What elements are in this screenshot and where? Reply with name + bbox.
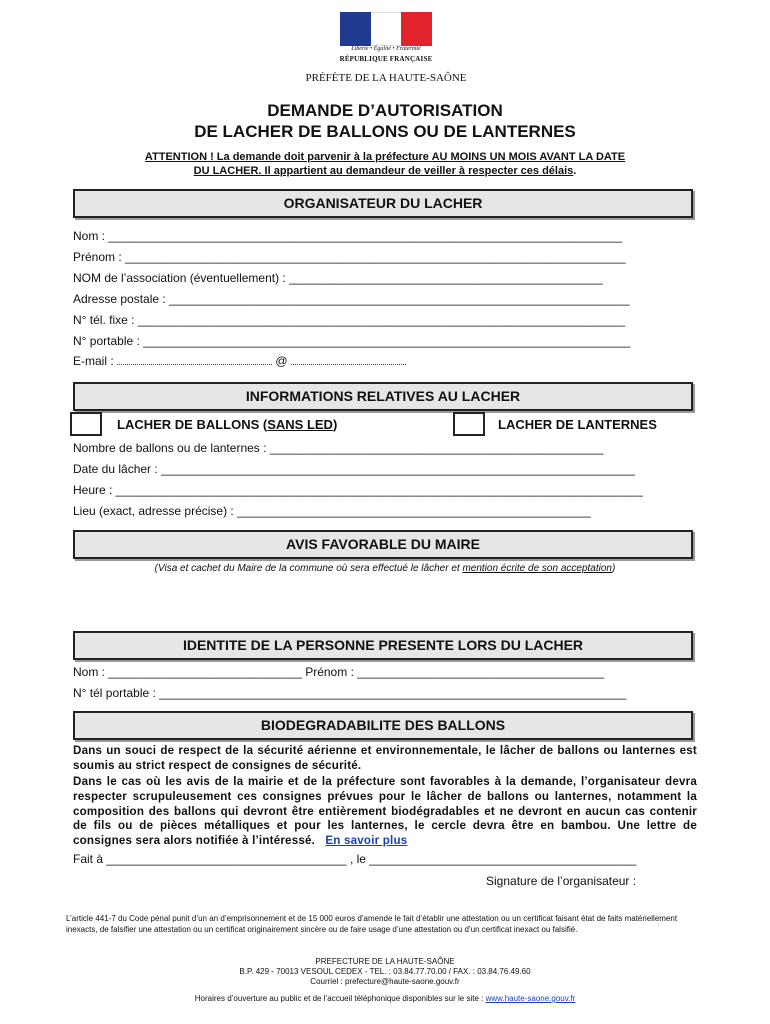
bio-paragraph-1: Dans un souci de respect de la sécurité aérienne et environnementale, le lâcher de ballons ou lanternes est soumis au strict respect de consignes de sécurité. bbox=[73, 744, 697, 772]
field-fait-a[interactable]: Fait à ____________________________________ , le ________________________________________ bbox=[73, 852, 637, 866]
bio-paragraph-2: Dans le cas où les avis de la mairie et de la préfecture sont favorables à la demande, l’organisateur devra respecter scrupuleusement ces consignes prévues pour le lâcher de ballons ou lanternes, notamment la composition des ballons qui devront être entièrement biodégradables et ne devront en aucun cas contenir de fils ou de pièces métalliques et pour les lanternes, le cercle devra être en bambou. Une lettre de consignes sera alors notifiée à l’intéressé. En savoir plus bbox=[73, 775, 697, 848]
email-label: E-mail : bbox=[73, 354, 114, 368]
legal-notice: L’article 441-7 du Code pénal punit d’un an d’emprisonnement et de 15 000 euros d’amende le fait d’établir une attestation ou un certificat faisant état de faits matériellement inexacts, de falsifier une attestation ou un certificat originairement sincère ou de faire usage d’une attestation ou d’un certificat inexact ou falsifié. bbox=[66, 914, 678, 934]
footer-address-1: PREFECTURE DE LA HAUTE-SAÔNE bbox=[315, 957, 455, 966]
email-user-blank[interactable] bbox=[117, 364, 272, 365]
footer-address-2: B.P. 429 - 70013 VESOUL CEDEX - TEL. : 03.84.77.70.00 / FAX. : 03.84.76.49.60 bbox=[239, 967, 531, 976]
attention-end: . bbox=[573, 165, 577, 177]
field-nom[interactable]: Nom : _____________________________________________________________________________ bbox=[73, 229, 623, 243]
field-nombre[interactable]: Nombre de ballons ou de lanternes : __________________________________________________ bbox=[73, 441, 604, 455]
document-title-line2: DE LACHER DE BALLONS OU DE LANTERNES bbox=[194, 122, 576, 141]
section-maire-heading: AVIS FAVORABLE DU MAIRE bbox=[73, 530, 693, 559]
field-lieu[interactable]: Lieu (exact, adresse précise) : _____________________________________________________ bbox=[73, 504, 591, 518]
section-informations-heading: INFORMATIONS RELATIVES AU LACHER bbox=[73, 382, 693, 411]
footer-address-3: Courriel : prefecture@haute-saone.gouv.fr bbox=[310, 977, 460, 986]
field-association[interactable]: NOM de l’association (éventuellement) : _______________________________________________ bbox=[73, 271, 603, 285]
attention-line2: DU LACHER. Il appartient au demandeur de veiller à respecter ces délais bbox=[193, 165, 574, 177]
email-domain-blank[interactable] bbox=[291, 364, 406, 365]
signature-label: Signature de l’organisateur : bbox=[486, 874, 637, 888]
section-biodegradabilite-heading: BIODEGRADABILITE DES BALLONS bbox=[73, 711, 693, 740]
section-personne-heading: IDENTITE DE LA PERSONNE PRESENTE LORS DU LACHER bbox=[73, 631, 693, 660]
label-lanternes: LACHER DE LANTERNES bbox=[498, 417, 657, 432]
field-personne-nom-prenom[interactable]: Nom : _____________________________ Prénom : _____________________________________ bbox=[73, 665, 605, 679]
email-at: @ bbox=[275, 354, 288, 368]
field-adresse[interactable]: Adresse postale : _____________________________________________________________________ bbox=[73, 292, 630, 306]
field-portable[interactable]: N° portable : _________________________________________________________________________ bbox=[73, 334, 631, 348]
attention-notice bbox=[80, 150, 690, 178]
section-organisateur-heading: ORGANISATEUR DU LACHER bbox=[73, 189, 693, 218]
document-title-line1: DEMANDE D’AUTORISATION bbox=[267, 101, 503, 120]
en-savoir-plus-link[interactable]: En savoir plus bbox=[325, 834, 408, 848]
marianne-logo bbox=[340, 12, 432, 46]
field-email[interactable] bbox=[73, 354, 693, 368]
field-heure[interactable]: Heure : _______________________________________________________________________________ bbox=[73, 483, 643, 497]
field-personne-tel[interactable]: N° tél portable : ______________________________________________________________________ bbox=[73, 686, 627, 700]
field-date[interactable]: Date du lâcher : _______________________________________________________________________ bbox=[73, 462, 635, 476]
label-ballons: LACHER DE BALLONS (SANS LED) bbox=[117, 417, 338, 432]
field-prenom[interactable]: Prénom : ___________________________________________________________________________ bbox=[73, 250, 626, 264]
footer-hours: Horaires d’ouverture au public et de l’accueil téléphonique disponibles sur le site : www.haute-saone.gouv.fr bbox=[194, 994, 576, 1003]
prefecture-name: PRÉFÈTE DE LA HAUTE-SAÔNE bbox=[305, 72, 467, 84]
republic-name: RÉPUBLIQUE FRANÇAISE bbox=[339, 55, 433, 63]
website-link[interactable]: www.haute-saone.gouv.fr bbox=[485, 994, 576, 1003]
field-tel-fixe[interactable]: N° tél. fixe : _________________________________________________________________________ bbox=[73, 313, 626, 327]
logo-motto: Liberté • Égalité • Fraternité bbox=[351, 46, 421, 52]
checkbox-ballons[interactable] bbox=[70, 412, 102, 436]
attention-line1: ATTENTION ! La demande doit parvenir à la préfecture AU MOINS UN MOIS AVANT LA DATE bbox=[144, 151, 626, 163]
maire-note: (Visa et cachet du Maire de la commune où sera effectué le lâcher et mention écrite de son acceptation) bbox=[154, 563, 616, 574]
checkbox-lanternes[interactable] bbox=[453, 412, 485, 436]
